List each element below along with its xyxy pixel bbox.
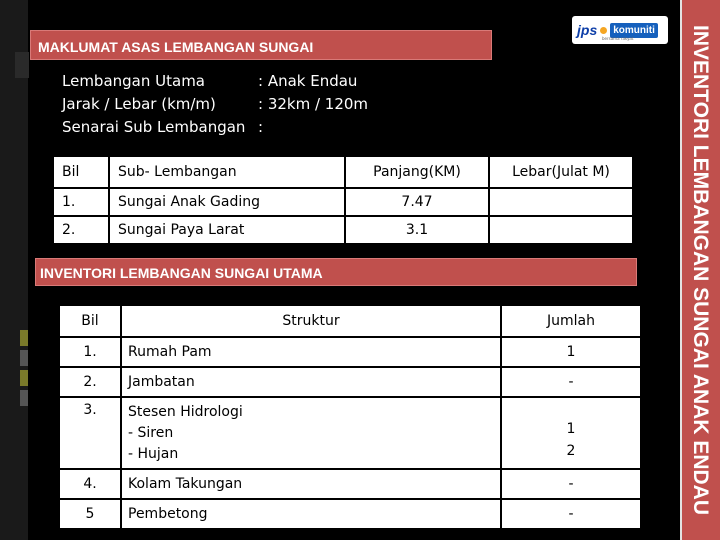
cell-struktur	[122, 398, 500, 468]
cell-bil: 5	[60, 500, 120, 528]
decor-block	[20, 330, 28, 346]
cell-bil: 1.	[60, 338, 120, 366]
header-jumlah: Jumlah	[502, 306, 640, 336]
inventory-table	[58, 304, 642, 530]
info-value: :	[258, 118, 264, 136]
vertical-title: INVENTORI LEMBANGAN SUNGAI ANAK ENDAU	[689, 24, 712, 516]
table-row	[54, 217, 632, 243]
header-lebar: Lebar(Julat M)	[490, 157, 632, 187]
header-bil: Bil	[60, 306, 120, 336]
jumlah-sub-item: 1	[566, 421, 576, 437]
cell-sub-lembangan: Sungai Paya Larat	[110, 217, 344, 243]
cell-struktur: Jambatan	[122, 368, 500, 396]
jps-komuniti-logo	[572, 16, 668, 44]
logo-komuniti-text: komuniti	[610, 23, 658, 38]
cell-sub-lembangan: Sungai Anak Gading	[110, 189, 344, 215]
left-margin-strip	[0, 0, 28, 540]
table-row	[60, 338, 640, 366]
table-row	[60, 500, 640, 528]
table-row	[60, 398, 640, 468]
jumlah-sub-item: 2	[566, 443, 576, 459]
cell-jumlah: 1	[502, 338, 640, 366]
decor-block	[20, 370, 28, 386]
corner-decoration	[15, 52, 29, 78]
cell-struktur: Rumah Pam	[122, 338, 500, 366]
cell-bil: 2.	[54, 217, 108, 243]
struktur-sub-item: - Siren	[128, 425, 174, 441]
cell-bil: 4.	[60, 470, 120, 498]
slide-title: MAKLUMAT ASAS LEMBANGAN SUNGAI	[30, 30, 492, 60]
struktur-sub-item: - Hujan	[128, 446, 179, 462]
cell-panjang: 3.1	[346, 217, 488, 243]
info-value: : 32km / 120m	[258, 95, 369, 113]
info-label: Senarai Sub Lembangan	[62, 118, 246, 136]
cell-jumlah: -	[502, 470, 640, 498]
logo-dot-icon	[600, 27, 607, 34]
cell-bil: 2.	[60, 368, 120, 396]
cell-lebar	[490, 189, 632, 215]
header-struktur: Struktur	[122, 306, 500, 336]
cell-bil: 1.	[54, 189, 108, 215]
info-label: Lembangan Utama	[62, 72, 205, 90]
info-value: : Anak Endau	[258, 72, 358, 90]
header-bil: Bil	[54, 157, 108, 187]
cell-lebar	[490, 217, 632, 243]
table-row	[60, 368, 640, 396]
decor-block	[20, 350, 28, 366]
cell-jumlah: -	[502, 368, 640, 396]
cell-jumlah: -	[502, 500, 640, 528]
table-row	[60, 470, 640, 498]
table-row	[54, 189, 632, 215]
sub-basin-table	[52, 155, 634, 245]
cell-bil: 3.	[60, 398, 120, 468]
header-sub-lembangan: Sub- Lembangan	[110, 157, 344, 187]
cell-jumlah	[502, 398, 640, 468]
cell-struktur: Kolam Takungan	[122, 470, 500, 498]
struktur-main: Stesen Hidrologi	[128, 404, 243, 420]
table-header-row	[60, 306, 640, 336]
table-header-row	[54, 157, 632, 187]
cell-panjang: 7.47	[346, 189, 488, 215]
header-panjang: Panjang(KM)	[346, 157, 488, 187]
cell-struktur: Pembetong	[122, 500, 500, 528]
logo-jps-text: jps	[577, 22, 598, 38]
info-label: Jarak / Lebar (km/m)	[62, 95, 216, 113]
section-title: INVENTORI LEMBANGAN SUNGAI UTAMA	[35, 258, 637, 286]
decor-block	[20, 390, 28, 406]
logo-tagline: bersama rakyat	[602, 36, 634, 41]
